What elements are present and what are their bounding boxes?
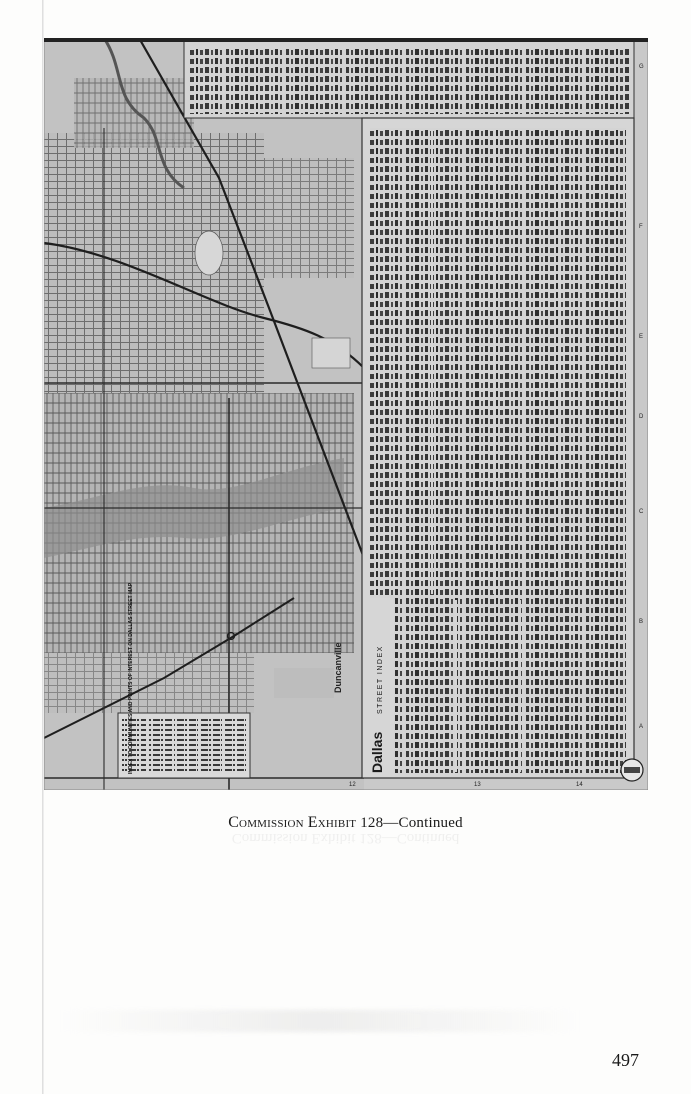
- street-index-subtitle: STREET INDEX: [377, 645, 384, 714]
- grid-letter-b: B: [639, 619, 644, 625]
- grid-letter-f: F: [639, 224, 643, 230]
- community-index-title: INDEX TO COMMUNITIES AND POINTS OF INTEREST ON DALLAS STREET MAP: [128, 582, 134, 774]
- grid-letter-d: D: [639, 414, 644, 420]
- map-graphic: [44, 38, 648, 790]
- caption-word-exhibit: Exhibit: [307, 814, 357, 831]
- scan-smudge: [60, 1010, 580, 1032]
- duncanville-label: Duncanville: [333, 642, 343, 693]
- grid-number-12: 12: [349, 782, 356, 788]
- grid-letter-e: E: [639, 334, 644, 340]
- grid-number-14: 14: [576, 782, 583, 788]
- dallas-street-map-photo: [44, 38, 648, 790]
- street-index-title: Dallas: [369, 731, 385, 773]
- bleed-through-caption: Commission Exhibit 128—Continued: [231, 830, 460, 846]
- grid-letter-c: C: [639, 509, 644, 515]
- grid-letter-a: A: [639, 724, 644, 730]
- caption-suffix: —Continued: [383, 815, 463, 831]
- grid-number-13: 13: [474, 782, 481, 788]
- caption-word-commission: Commission: [228, 814, 304, 831]
- caption-number: 128: [360, 815, 384, 831]
- page-number: 497: [612, 1050, 639, 1070]
- grid-letter-g: G: [639, 64, 644, 70]
